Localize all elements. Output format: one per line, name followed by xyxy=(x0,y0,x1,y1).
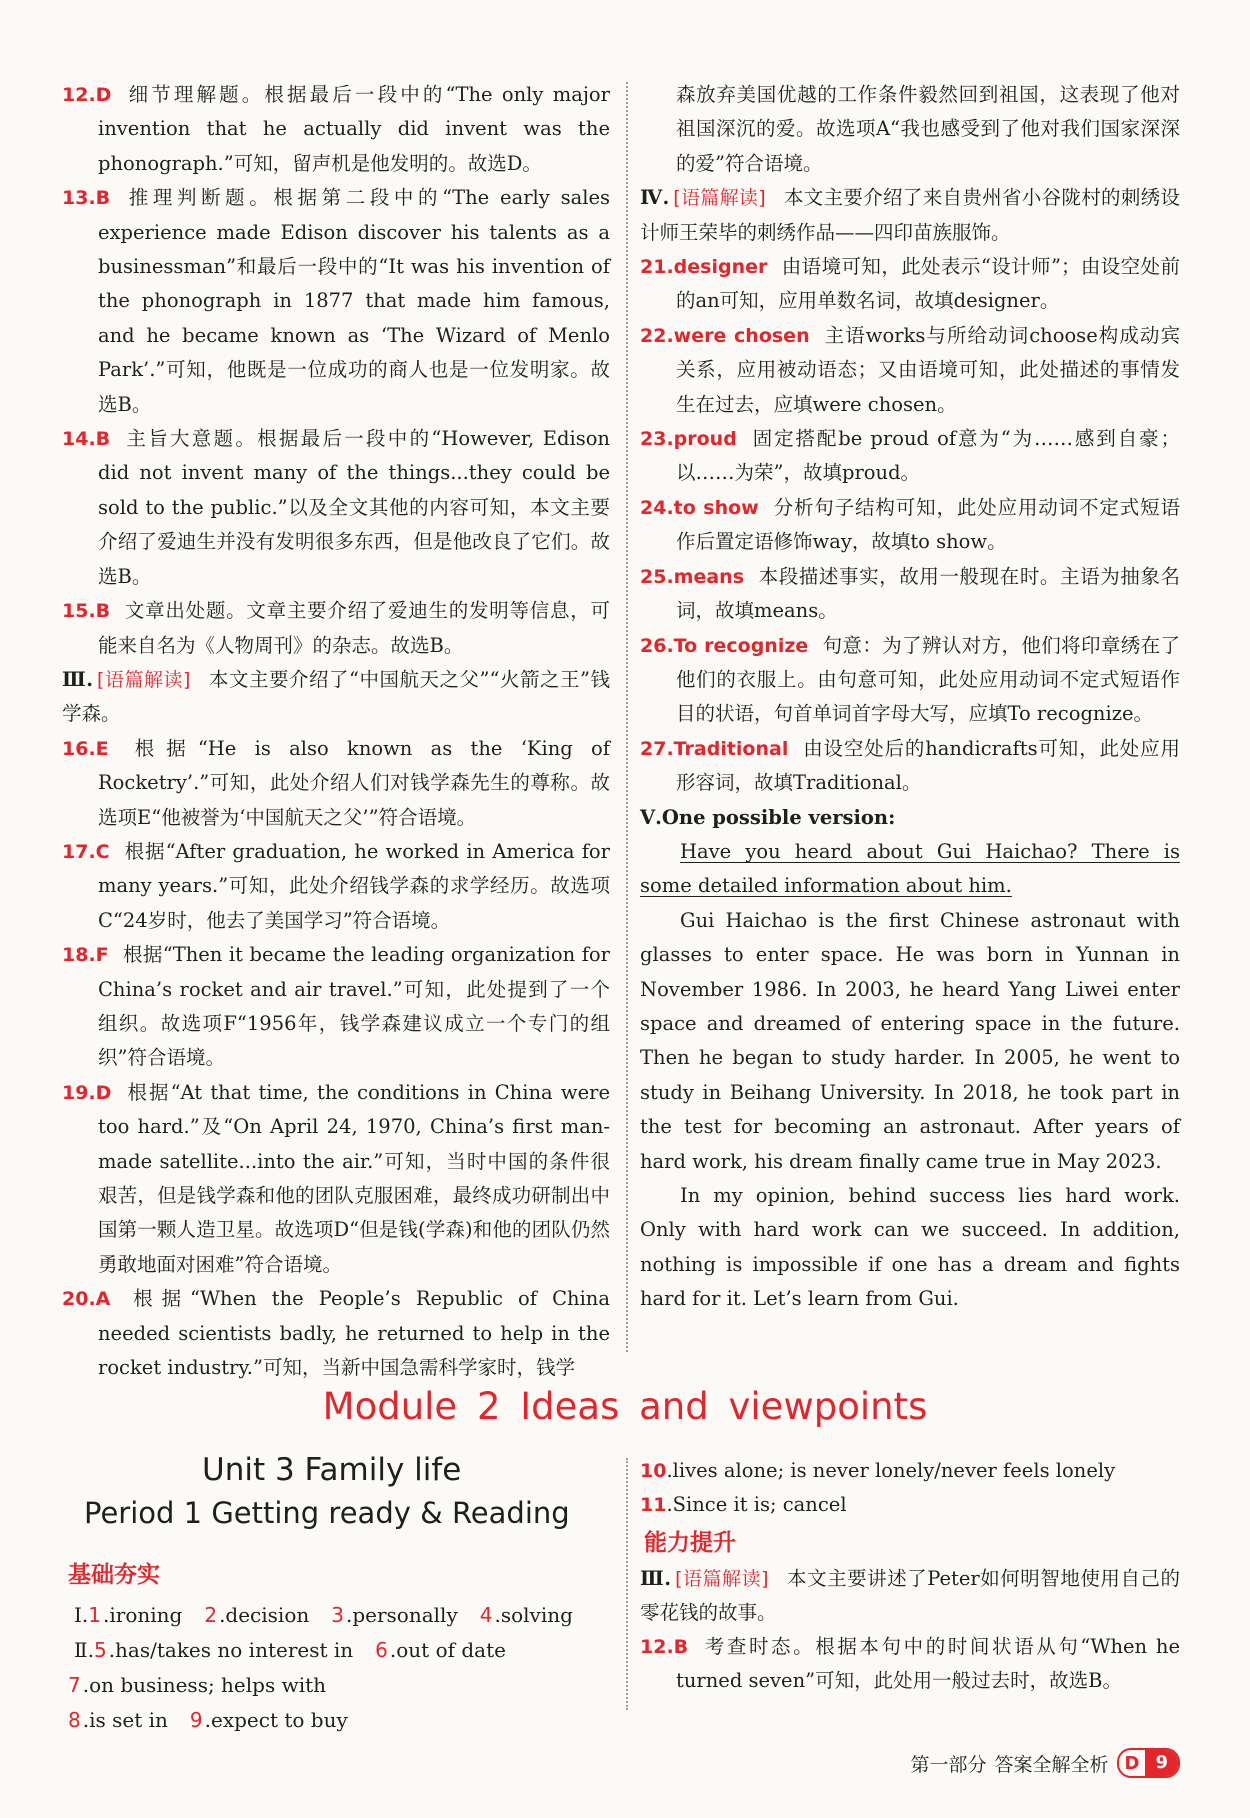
section-3-intro: Ⅲ. [语篇解读] 本文主要讲述了Peter如何明智地使用自己的零花钱的故事。 xyxy=(640,1567,1180,1624)
answer-row: 11.Since it is; cancel xyxy=(640,1493,847,1516)
answer-item: 26.To recognize 句意：为了辨认对方，他们将印章绣在了他们的衣服上。由句意可知，此处应用动词不定式短语作目的状语，句首单词首字母大写，应填To recognize。 xyxy=(640,633,1180,726)
page-badge: D 9 xyxy=(1117,1748,1180,1778)
answer-item: 24.to show 分析句子结构可知，此处应用动词不定式短语作后置定语修饰way，故填to show。 xyxy=(640,495,1180,554)
page-footer: 第一部分 答案全解全析 D 9 xyxy=(910,1748,1180,1778)
answer-item: 23.proud 固定搭配be proud of意为“为……感到自豪；以……为荣”，故填proud。 xyxy=(640,427,1180,485)
section-5-heading: Ⅴ.One possible version: xyxy=(640,805,896,829)
right-bottom-column xyxy=(640,1454,1180,1698)
answer-row: 7 .on business; helps with xyxy=(68,1673,327,1697)
module-title: Module 2 Ideas and viewpoints xyxy=(322,1385,928,1428)
answer-row: 8 .is set in 9 .expect to buy xyxy=(68,1708,348,1732)
answer-item: 15.B 文章出处题。文章主要介绍了爱迪生的发明等信息，可能来自名为《人物周刊》的杂志。故选B。 xyxy=(62,599,610,657)
column-divider xyxy=(626,82,628,1352)
basic-heading: 基础夯实 xyxy=(68,1562,160,1588)
answer-item: 16.E 根据“He is also known as the ‘King of Rocketry’.”可知，此处介绍人们对钱学森先生的尊称。故选项E“他被誉为‘中国航天之父’”符合语境。 xyxy=(62,736,610,829)
answer-row: 10.lives alone; is never lonely/never feels lonely xyxy=(640,1459,1116,1482)
answer-item: 12.D 细节理解题。根据最后一段中的“The only major invention that he actually did invent was the phonograph.”可知，留声机是他发明的。故选D。 xyxy=(62,83,610,175)
continued-text: 森放弃美国优越的工作条件毅然回到祖国，这表现了他对祖国深沉的爱。故选项A“我也感受到了他对我们国家深深的爱”符合语境。 xyxy=(676,83,1180,175)
column-divider xyxy=(626,1458,628,1710)
answer-item: 17.C 根据“After graduation, he worked in America for many years.”可知，此处介绍钱学森的求学经历。故选项C“24岁时，他去了美国学习”符合语境。 xyxy=(62,839,610,932)
answer-item: 21.designer 由语境可知，此处表示“设计师”；由设空处前的an可知，应用单数名词，故填designer。 xyxy=(640,255,1180,313)
answer-item: 14.B 主旨大意题。根据最后一段中的“However, Edison did not invent many of the things...they could be sold to the public.”以及全文其他的内容可知，本文主要介绍了爱迪生并没有发明很多东西，但是他改良了它们。故选B。 xyxy=(62,427,610,588)
answer-item: 12.B 考查时态。根据本句中的时间状语从句“When he turned seven”可知，此处用一般过去时，故选B。 xyxy=(640,1635,1180,1692)
period-title: Period 1 Getting ready & Reading xyxy=(84,1496,570,1530)
right-column xyxy=(640,78,1180,1317)
answer-row: Ⅱ.5 .has/takes no interest in 6 .out of date xyxy=(74,1638,506,1662)
answer-item: 18.F 根据“Then it became the leading organization for China’s rocket and air travel.”可知，此处提到了一个组织。故选项F“1956年，钱学森建议成立一个专门的组织”符合语境。 xyxy=(62,943,610,1070)
answer-item: 20.A 根据“When the People’s Republic of China needed scientists badly, he returned to help in the rocket industry.”可知，当新中国急需科学家时，钱学 xyxy=(62,1287,610,1380)
section-4-intro: Ⅳ. [语篇解读] 本文主要介绍了来自贵州省小谷陇村的刺绣设计师王荣毕的刺绣作品——四印苗族服饰。 xyxy=(640,186,1180,244)
answer-item: 27.Traditional 由设空处后的handicrafts可知，此处应用形容词，故填Traditional。 xyxy=(640,736,1180,795)
left-column xyxy=(62,78,610,1385)
answer-item: 25.means 本段描述事实，故用一般现在时。主语为抽象名词，故填means。 xyxy=(640,564,1180,623)
answer-item: 22.were chosen 主语works与所给动词choose构成动宾关系，应用被动语态；又由语境可知，此处描述的事情发生在过去，应填were chosen。 xyxy=(640,323,1180,416)
section-3-intro: Ⅲ. [语篇解读] 本文主要介绍了“中国航天之父”“火箭之王”钱学森。 xyxy=(62,667,610,726)
essay-paragraph: Gui Haichao is the first Chinese astronaut with glasses to enter space. He was born in Yunnan in November 1986. In 2003, he heard Yang Liwei enter space and dreamed of entering space in the future. Then he began to study harder. In 2005, he went to study in Beihang University. In 2018, he took part in the test for becoming an astronaut. After years of hard work, his dream finally came true in May 2023. xyxy=(640,908,1180,1173)
unit-title: Unit 3 Family life xyxy=(202,1452,462,1488)
page-number: 9 xyxy=(1145,1750,1178,1776)
essay-paragraph: Have you heard about Gui Haichao? There is some detailed information about him. xyxy=(640,839,1180,898)
answer-item: 13.B 推理判断题。根据第二段中的“The early sales experience made Edison discover his talents as a businessman”和最后一段中的“It was his invention of the phonograph in 1877 that made him famous, and he became known as ‘The Wizard of Menlo Park’.”可知，他既是一位成功的商人也是一位发明家。故选B。 xyxy=(62,186,610,416)
ability-heading: 能力提升 xyxy=(644,1530,736,1556)
answer-row: Ⅰ.1 .ironing 2 .decision 3 .personally 4 .solving xyxy=(74,1603,573,1627)
essay-paragraph: In my opinion, behind success lies hard work. Only with hard work can we succeed. In addition, nothing is impossible if one has a dream and fights hard for it. Let’s learn from Gui. xyxy=(640,1184,1180,1311)
answer-item: 19.D 根据“At that time, the conditions in China were too hard.”及“On April 24, 1970, China’s first man-made satellite...into the air.”可知，当时中国的条件很艰苦，但是钱学森和他的团队克服困难，最终成功研制出中国第一颗人造卫星。故选项D“但是钱(学森)和他的团队仍然勇敢地面对困难”符合语境。 xyxy=(62,1080,610,1276)
